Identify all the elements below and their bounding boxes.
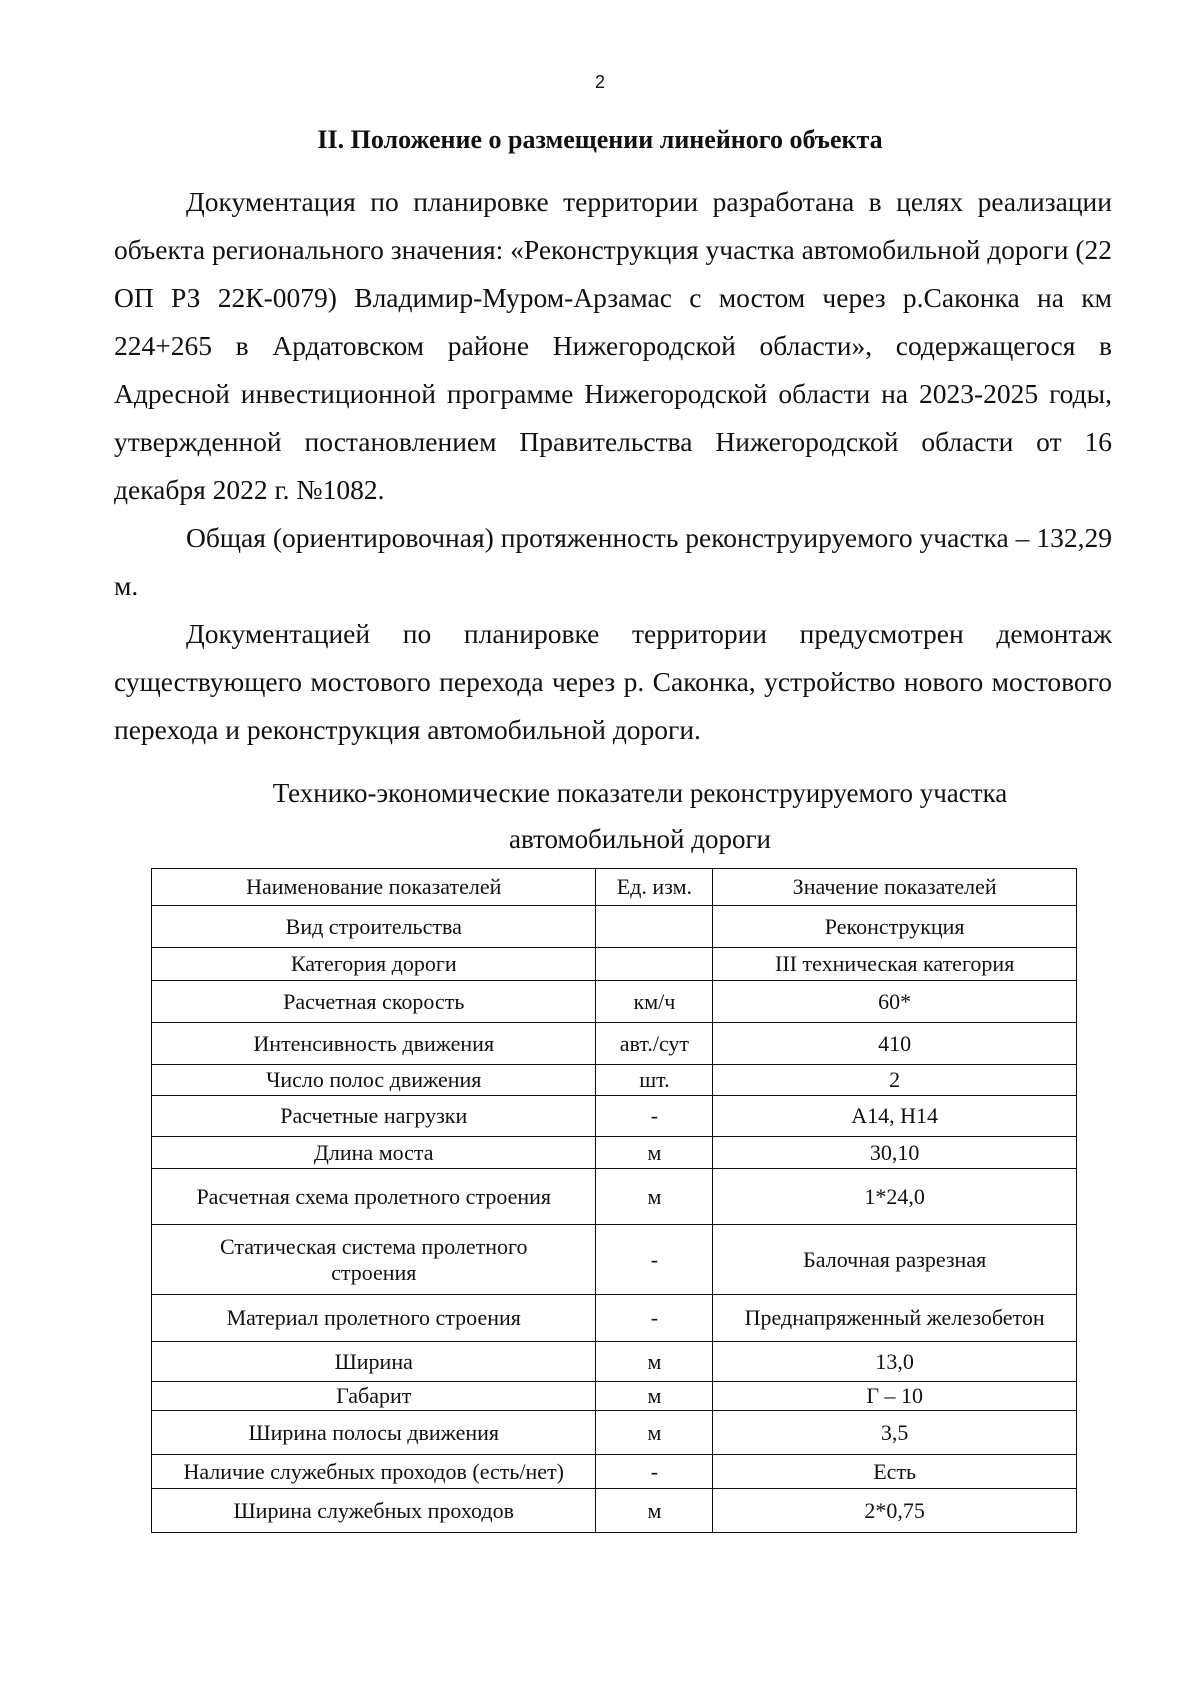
cell-value: Есть (713, 1455, 1077, 1489)
cell-value: Балочная разрезная (713, 1225, 1077, 1295)
table-row (152, 1065, 1077, 1096)
paragraph-works: Документацией по планировке территории предусмотрен демонтаж существующего мостового перехода через р. Саконка, устройство нового мостового перехода и реконструкция автомобильной дороги. (114, 618, 1112, 745)
cell-name: Вид строительства (152, 906, 596, 948)
table-row (152, 1382, 1077, 1411)
cell-name: Категория дороги (152, 948, 596, 981)
table-header-row (152, 869, 1077, 906)
indicators-table (151, 868, 1077, 1533)
header-value: Значение показателей (713, 869, 1077, 906)
cell-value: III техническая категория (713, 948, 1077, 981)
cell-name: Число полос движения (152, 1065, 596, 1096)
table-row (152, 1455, 1077, 1489)
cell-unit (596, 948, 713, 981)
cell-value: Реконструкция (713, 906, 1077, 948)
section-heading: II. Положение о размещении линейного объекта (317, 125, 883, 154)
table-row (152, 1489, 1077, 1533)
table-caption-line-1: Технико-экономические показатели реконструируемого участка (272, 778, 1008, 808)
cell-name: Материал пролетного строения (152, 1295, 596, 1342)
table-row (152, 1023, 1077, 1065)
cell-value: Преднапряженный железобетон (713, 1295, 1077, 1342)
cell-value: 1*24,0 (713, 1169, 1077, 1225)
table-row (152, 1225, 1077, 1295)
cell-value: 2*0,75 (713, 1489, 1077, 1533)
cell-unit: - (596, 1455, 713, 1489)
cell-unit: м (596, 1342, 713, 1382)
table-row (152, 1295, 1077, 1342)
cell-name: Ширина полосы движения (152, 1411, 596, 1455)
cell-value: А14, Н14 (713, 1096, 1077, 1137)
paragraph-length: Общая (ориентировочная) протяженность реконструируемого участка – 132,29 м. (114, 522, 1112, 601)
cell-unit: м (596, 1169, 713, 1225)
cell-unit: м (596, 1411, 713, 1455)
paragraph-purpose: Документация по планировке территории разработана в целях реализации объекта регионального значения: «Реконструкция участка автомобильной дороги (22 ОП РЗ 22К-0079) Владимир-Муром-Арзамас с мостом через р.Саконка на км 224+265 в Ардатовском районе Нижегородской области», содержащегося в Адресной инвестиционной программе Нижегородской области на 2023-2025 годы, утвержденной постановлением Правительства Нижегородской области от 16 декабря 2022 г. №1082. (114, 186, 1112, 505)
cell-name: Ширина (152, 1342, 596, 1382)
cell-unit: - (596, 1096, 713, 1137)
header-unit: Ед. изм. (596, 869, 713, 906)
table-row (152, 1137, 1077, 1169)
cell-name: Интенсивность движения (152, 1023, 596, 1065)
cell-name: Габарит (152, 1382, 596, 1411)
table-caption (200, 770, 1080, 862)
table-row (152, 1096, 1077, 1137)
cell-unit: м (596, 1489, 713, 1533)
table-row (152, 948, 1077, 981)
cell-unit: м (596, 1137, 713, 1169)
cell-unit (596, 906, 713, 948)
cell-unit: - (596, 1225, 713, 1295)
cell-unit: шт. (596, 1065, 713, 1096)
page-number: 2 (594, 72, 605, 92)
cell-name: Расчетные нагрузки (152, 1096, 596, 1137)
body-text (114, 178, 1112, 754)
cell-unit: м (596, 1382, 713, 1411)
table-row (152, 1342, 1077, 1382)
cell-value: 3,5 (713, 1411, 1077, 1455)
cell-value: Г – 10 (713, 1382, 1077, 1411)
cell-name: Ширина служебных проходов (152, 1489, 596, 1533)
cell-name: Длина моста (152, 1137, 596, 1169)
cell-value: 30,10 (713, 1137, 1077, 1169)
cell-unit: км/ч (596, 981, 713, 1023)
cell-value: 13,0 (713, 1342, 1077, 1382)
cell-unit: - (596, 1295, 713, 1342)
table-caption-line-2: автомобильной дороги (509, 824, 771, 854)
cell-value: 2 (713, 1065, 1077, 1096)
cell-unit: авт./сут (596, 1023, 713, 1065)
cell-value: 60* (713, 981, 1077, 1023)
table-row (152, 1169, 1077, 1225)
cell-name: Статическая система пролетного строения (152, 1225, 596, 1295)
cell-value: 410 (713, 1023, 1077, 1065)
table-row (152, 981, 1077, 1023)
cell-name: Расчетная схема пролетного строения (152, 1169, 596, 1225)
cell-name: Наличие служебных проходов (есть/нет) (152, 1455, 596, 1489)
header-name: Наименование показателей (152, 869, 596, 906)
table-row (152, 1411, 1077, 1455)
table-row (152, 906, 1077, 948)
cell-name: Расчетная скорость (152, 981, 596, 1023)
